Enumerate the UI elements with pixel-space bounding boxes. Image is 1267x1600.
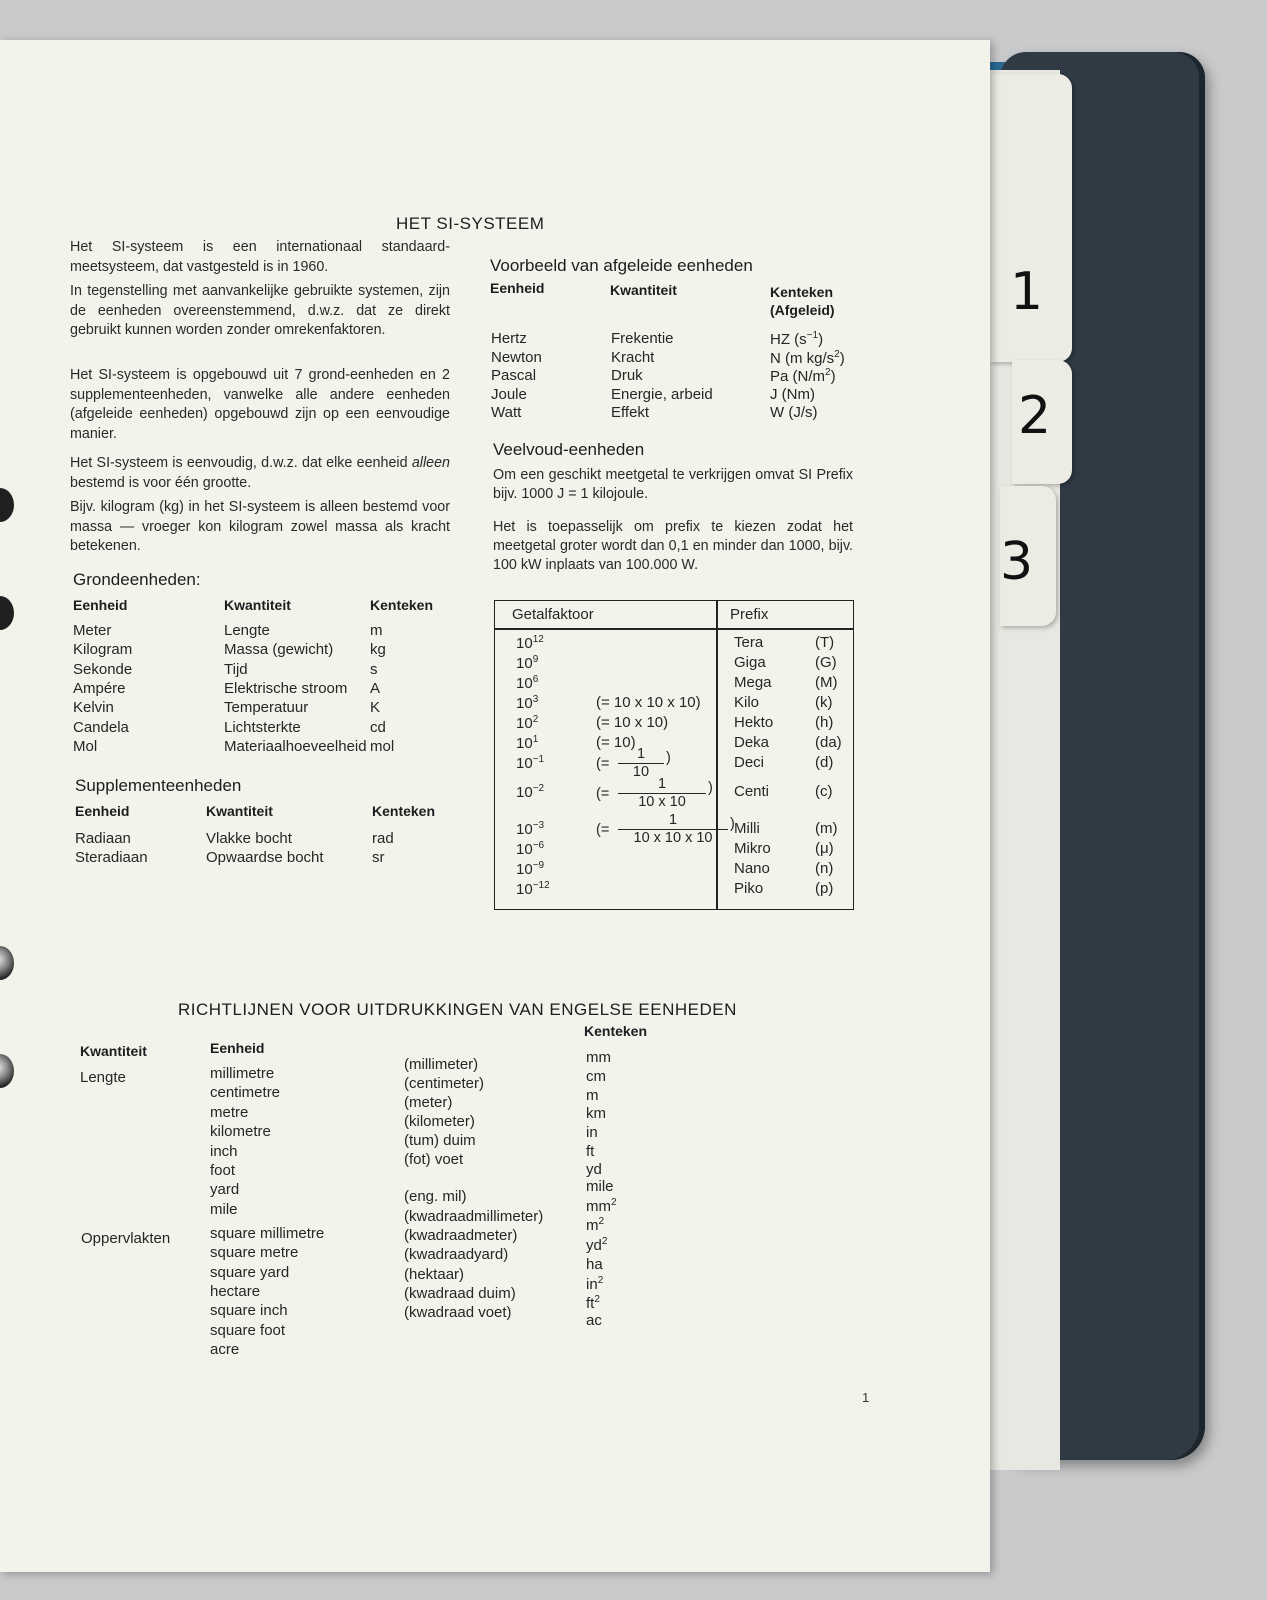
- text-run: ): [839, 349, 845, 367]
- eng-unit: hectare: [210, 1282, 261, 1300]
- table-cell: Lichtsterkte: [224, 718, 301, 736]
- text-run: 10: [516, 881, 533, 898]
- eng-unit: mile: [210, 1200, 238, 1218]
- table-cell: Energie, arbeid: [611, 385, 713, 403]
- superscript: 2: [825, 367, 831, 378]
- superscript: −9: [532, 860, 545, 871]
- table-cell: Kilogram: [73, 641, 133, 659]
- section-heading-afgeleide: Voorbeeld van afgeleide eenheden: [490, 256, 753, 275]
- fraction-denominator: 10 x 10 x 10: [633, 830, 713, 846]
- text-run: m: [586, 1217, 599, 1234]
- text-run: 10: [516, 675, 533, 692]
- text-run: 10: [516, 841, 533, 858]
- prefix-symbol: (M): [815, 674, 838, 691]
- table-cell: [770, 404, 817, 421]
- eng-symbol: [586, 1236, 607, 1254]
- eng-dutch-name: (tum) duim: [404, 1132, 476, 1149]
- superscript: 2: [532, 714, 539, 725]
- text-run: km: [586, 1105, 606, 1122]
- eng-symbol: [586, 1256, 603, 1273]
- text-run: Pa (N/m: [770, 368, 826, 385]
- eng-symbol: [586, 1312, 602, 1329]
- fraction-open: (=: [596, 756, 610, 772]
- eng-dutch-name: (fot) voet: [404, 1151, 464, 1168]
- table-cell: Joule: [491, 385, 527, 403]
- prefix-table-header-rule: [494, 628, 854, 630]
- tab-label: 1: [1010, 262, 1044, 322]
- table-cell: Meter: [73, 622, 112, 639]
- eng-symbol: [586, 1087, 599, 1104]
- prefix-symbol: (T): [815, 634, 835, 651]
- prefix-col-header: Getalfaktoor: [512, 606, 594, 623]
- punch-hole: [0, 596, 14, 630]
- eng-group-label: Lengte: [80, 1069, 126, 1086]
- eng-symbol: [586, 1275, 603, 1293]
- text-run: J (Nm): [770, 385, 815, 403]
- factor-cell: [516, 714, 538, 732]
- table-header: Kenteken: [372, 803, 436, 819]
- table-header: (Afgeleid): [770, 302, 835, 318]
- factor-cell: [516, 783, 544, 801]
- text-run: ft: [586, 1295, 595, 1312]
- page-title: HET SI-SYSTEEM: [396, 214, 545, 233]
- text-run: yd: [586, 1161, 602, 1178]
- eng-unit: kilometre: [210, 1123, 271, 1141]
- eng-symbol: [586, 1124, 598, 1141]
- eng-unit: square metre: [210, 1244, 299, 1262]
- fraction-open: (=: [596, 786, 610, 802]
- table-cell: Candela: [73, 718, 129, 736]
- prefix-name: Deka: [734, 734, 770, 751]
- prefix-name: Piko: [734, 880, 764, 897]
- table-cell: Ampére: [73, 679, 126, 697]
- factor-cell: [516, 860, 544, 878]
- table-cell: rad: [372, 830, 394, 847]
- prefix-name: Centi: [734, 783, 770, 800]
- table-header: Eenheid: [75, 803, 130, 819]
- factor-cell: [516, 694, 538, 712]
- prefix-col-header: Prefix: [730, 606, 769, 623]
- eng-symbol: [586, 1161, 602, 1178]
- tab-label: 2: [1018, 386, 1052, 446]
- eng-symbol: [586, 1294, 600, 1312]
- table-header: Kenteken: [370, 597, 434, 613]
- superscript: 1: [532, 734, 539, 745]
- prefix-symbol: (p): [815, 880, 834, 897]
- eng-dutch-name: (hektaar): [404, 1266, 465, 1283]
- intro-paragraph: Het SI-systeem is opgebouwd uit 7 grond-eenheden en 2 supplementeenheden, vanwelke alle andere eenheden (afgeleide eenheden) opgebouwd zijn op een eenvoudige manier.: [70, 367, 450, 442]
- table-cell: Sekonde: [73, 660, 133, 678]
- fraction-numerator: 1: [636, 746, 646, 762]
- text-run: Het SI-systeem is eenvoudig, d.w.z. dat elke eenheid: [70, 455, 412, 471]
- prefix-name: Hekto: [734, 714, 774, 731]
- eng-unit: acre: [210, 1340, 240, 1358]
- binder-ring: [0, 946, 14, 980]
- eng-col-header: Kenteken: [584, 1023, 648, 1039]
- table-cell: cd: [370, 718, 386, 736]
- table-cell: K: [370, 699, 381, 717]
- prefix-symbol: (G): [815, 654, 837, 671]
- section-heading-supplementeenheden: Supplementeenheden: [75, 776, 242, 795]
- prefix-symbol: (c): [815, 783, 833, 800]
- text-run: yd: [586, 1237, 602, 1254]
- superscript: 2: [601, 1236, 608, 1247]
- factor-equation: (= 10): [596, 734, 636, 751]
- section-heading-veelvoud: Veelvoud-eenheden: [493, 440, 645, 459]
- table-cell: [770, 367, 836, 385]
- factor-equation: (= 10 x 10): [596, 714, 669, 731]
- eng-dutch-name: (meter): [404, 1094, 453, 1111]
- eng-dutch-name: (centimeter): [404, 1075, 485, 1092]
- superscript: 2: [597, 1275, 604, 1286]
- factor-cell: [516, 840, 544, 858]
- superscript: 6: [532, 674, 539, 685]
- prefix-symbol: (da): [815, 734, 842, 751]
- text-run: 10: [516, 695, 533, 712]
- table-cell: Kracht: [611, 348, 655, 366]
- factor-cell: [516, 734, 538, 752]
- table-cell: Newton: [491, 348, 542, 366]
- punch-hole: [0, 488, 14, 522]
- factor-cell: [516, 880, 550, 898]
- table-cell: m: [370, 622, 383, 639]
- fraction: [596, 812, 746, 848]
- intro-paragraph: In tegenstelling met aanvankelijke gebruikte systemen, zijn de eenheden overeenstemmend, d.w.z. dat ze direkt gebruikt kunnen worden zonder omrekenfaktoren.: [70, 283, 450, 338]
- table-header: Kwantiteit: [206, 803, 273, 819]
- table-cell: Frekentie: [611, 330, 674, 347]
- fraction: [596, 776, 724, 812]
- text-run: ): [830, 368, 836, 385]
- table-header: Eenheid: [490, 280, 545, 296]
- text-run: 10: [516, 655, 533, 672]
- prefix-table-divider: [716, 600, 718, 910]
- table-cell: Druk: [611, 367, 643, 384]
- table-cell: Pascal: [491, 367, 537, 384]
- table-cell: Mol: [73, 737, 98, 755]
- eng-unit: square yard: [210, 1263, 290, 1281]
- eng-col-header: Kwantiteit: [80, 1043, 147, 1059]
- intro-paragraph: Het SI-systeem is een internationaal standaard-meetsysteem, dat vastgesteld is in 1960.: [70, 239, 450, 275]
- table-cell: Hertz: [491, 330, 527, 347]
- table-cell: [770, 349, 845, 367]
- veelvoud-paragraph: Het is toepasselijk om prefix te kiezen zodat het meetgetal groter wordt dan 0,1 en minder dan 1000, bijv. 100 kW inplaats van 100.000 W.: [493, 519, 853, 573]
- eng-symbol: [586, 1105, 606, 1122]
- superscript: 2: [598, 1216, 605, 1227]
- eng-unit: yard: [210, 1181, 240, 1199]
- veelvoud-paragraph: Om een geschikt meetgetal te verkrijgen omvat SI Prefix bijv. 1000 J = 1 kilojoule.: [493, 467, 853, 502]
- eng-unit: foot: [210, 1162, 236, 1179]
- text-run: 10: [516, 715, 533, 732]
- table-cell: Elektrische stroom: [224, 679, 348, 697]
- eng-dutch-name: (kilometer): [404, 1113, 475, 1130]
- prefix-name: Giga: [734, 654, 766, 671]
- factor-cell: [516, 654, 538, 672]
- intro-paragraph: [70, 454, 450, 493]
- text-run: N (m kg/s: [770, 349, 835, 367]
- text-run: in: [586, 1124, 598, 1141]
- eng-unit: millimetre: [210, 1065, 275, 1082]
- superscript: −2: [532, 783, 545, 794]
- factor-cell: [516, 634, 544, 652]
- text-run: bestemd is voor één grootte.: [70, 474, 252, 491]
- text-run: in: [586, 1276, 598, 1293]
- superscript: −12: [532, 880, 550, 891]
- eng-symbol: [586, 1197, 617, 1215]
- eng-dutch-name: (millimeter): [404, 1056, 479, 1073]
- eng-dutch-name: (kwadraadmillimeter): [404, 1208, 544, 1225]
- text-run: ): [818, 331, 824, 348]
- table-header: Kenteken: [770, 284, 834, 300]
- factor-equation: (= 10 x 10 x 10): [596, 694, 701, 711]
- eng-dutch-name: (kwadraad duim): [404, 1285, 516, 1302]
- table-cell: Steradiaan: [75, 849, 148, 866]
- superscript: −6: [532, 840, 545, 851]
- fraction-numerator: 1: [657, 776, 667, 792]
- text-run: mm: [586, 1049, 611, 1066]
- prefix-symbol: (h): [815, 714, 834, 731]
- table-header: Eenheid: [73, 597, 128, 613]
- eng-unit: square foot: [210, 1321, 286, 1339]
- table-cell: Lengte: [224, 622, 270, 639]
- eng-symbol: [586, 1049, 611, 1066]
- section-heading-grondeenheden: Grondeenheden:: [73, 570, 201, 589]
- superscript: −1: [806, 330, 819, 341]
- prefix-symbol: (m): [815, 820, 838, 837]
- superscript: 2: [611, 1197, 617, 1208]
- eng-unit: metre: [210, 1103, 249, 1121]
- table-cell: Watt: [491, 404, 522, 421]
- table-header: Kwantiteit: [224, 597, 291, 613]
- superscript: −3: [532, 820, 545, 831]
- text-run: W (J/s): [770, 404, 818, 421]
- table-header: Kwantiteit: [610, 282, 677, 298]
- emphasis: alleen: [411, 455, 450, 471]
- table-cell: Vlakke bocht: [206, 830, 292, 847]
- table-cell: kg: [370, 641, 386, 659]
- prefix-symbol: (μ): [815, 840, 834, 857]
- text-run: ft: [586, 1143, 595, 1160]
- eng-col-header: Eenheid: [210, 1040, 265, 1056]
- intro-paragraph: Bijv. kilogram (kg) in het SI-systeem is alleen bestemd voor massa — vroeger kon kilogram zowel massa als kracht betekenen.: [70, 499, 450, 554]
- superscript: −1: [532, 754, 545, 765]
- table-cell: mol: [370, 737, 395, 755]
- superscript: 9: [532, 654, 539, 665]
- table-cell: Opwaardse bocht: [206, 849, 324, 866]
- eng-symbol: [586, 1216, 604, 1234]
- table-cell: Temperatuur: [224, 699, 309, 717]
- prefix-name: Nano: [734, 860, 770, 877]
- prefix-name: Milli: [734, 820, 760, 837]
- eng-unit: centimetre: [210, 1084, 281, 1102]
- section-heading-engelse-eenheden: RICHTLIJNEN VOOR UITDRUKKINGEN VAN ENGELSE EENHEDEN: [178, 1000, 737, 1019]
- superscript: 2: [834, 348, 840, 360]
- fraction-close: ): [666, 750, 671, 766]
- text-run: 10: [516, 635, 533, 652]
- factor-cell: [516, 820, 544, 838]
- eng-symbol: [586, 1068, 606, 1085]
- prefix-symbol: (d): [815, 754, 834, 771]
- eng-unit: square inch: [210, 1302, 288, 1320]
- tab-label: 3: [1000, 532, 1034, 592]
- prefix-symbol: (k): [815, 694, 833, 711]
- table-cell: Massa (gewicht): [224, 641, 334, 659]
- eng-dutch-name: (eng. mil): [404, 1188, 467, 1205]
- text-run: 10: [516, 735, 533, 752]
- fraction-numerator: 1: [668, 812, 678, 828]
- superscript: 12: [532, 634, 544, 645]
- eng-symbol: [586, 1178, 614, 1195]
- text-run: 10: [516, 821, 533, 838]
- eng-unit: inch: [210, 1142, 238, 1160]
- prefix-name: Kilo: [734, 694, 760, 711]
- factor-cell: [516, 754, 544, 772]
- binder-ring: [0, 1054, 14, 1088]
- superscript: 2: [594, 1294, 600, 1305]
- superscript: 3: [532, 694, 539, 705]
- text-run: HZ (s: [770, 331, 807, 348]
- prefix-name: Deci: [734, 754, 765, 771]
- table-cell: s: [370, 660, 378, 678]
- divider-tab-1[interactable]: [990, 74, 1072, 362]
- table-cell: Effekt: [611, 404, 650, 421]
- text-run: ac: [586, 1312, 602, 1329]
- divider-tab-3[interactable]: [1000, 486, 1056, 626]
- table-cell: Radiaan: [75, 830, 131, 847]
- prefix-name: Mikro: [734, 840, 771, 857]
- document-page: [0, 40, 990, 1572]
- table-cell: Materiaalhoeveelheid: [224, 737, 367, 755]
- table-cell: [770, 330, 823, 348]
- table-cell: [770, 386, 815, 403]
- text-run: 10: [516, 755, 533, 772]
- eng-symbol: [586, 1143, 594, 1160]
- fraction-open: (=: [596, 822, 610, 838]
- text-run: mm: [586, 1198, 611, 1215]
- table-cell: A: [370, 679, 381, 697]
- text-run: 10: [516, 861, 533, 878]
- text-run: mile: [586, 1178, 614, 1195]
- factor-cell: [516, 674, 538, 692]
- eng-dutch-name: (kwadraadyard): [404, 1246, 509, 1263]
- table-cell: Kelvin: [73, 699, 114, 717]
- fraction-close: ): [708, 780, 713, 796]
- prefix-name: Mega: [734, 674, 772, 691]
- text-run: m: [586, 1087, 599, 1104]
- prefix-symbol: (n): [815, 860, 834, 877]
- fraction-denominator: 10: [632, 764, 650, 780]
- page-number: 1: [862, 1390, 870, 1405]
- eng-unit: square millimetre: [210, 1225, 325, 1242]
- eng-group-label: Oppervlakten: [81, 1230, 171, 1247]
- table-cell: Tijd: [224, 660, 248, 678]
- eng-dutch-name: (kwadraad voet): [404, 1304, 512, 1321]
- text-run: 10: [516, 784, 533, 801]
- text-run: ha: [586, 1256, 603, 1273]
- divider-tab-2[interactable]: [1012, 360, 1072, 484]
- table-cell: sr: [372, 849, 385, 866]
- fraction-close: ): [730, 816, 735, 832]
- eng-dutch-name: (kwadraadmeter): [404, 1227, 518, 1244]
- prefix-name: Tera: [734, 634, 764, 651]
- fraction-denominator: 10 x 10: [638, 794, 686, 810]
- text-run: cm: [586, 1068, 606, 1085]
